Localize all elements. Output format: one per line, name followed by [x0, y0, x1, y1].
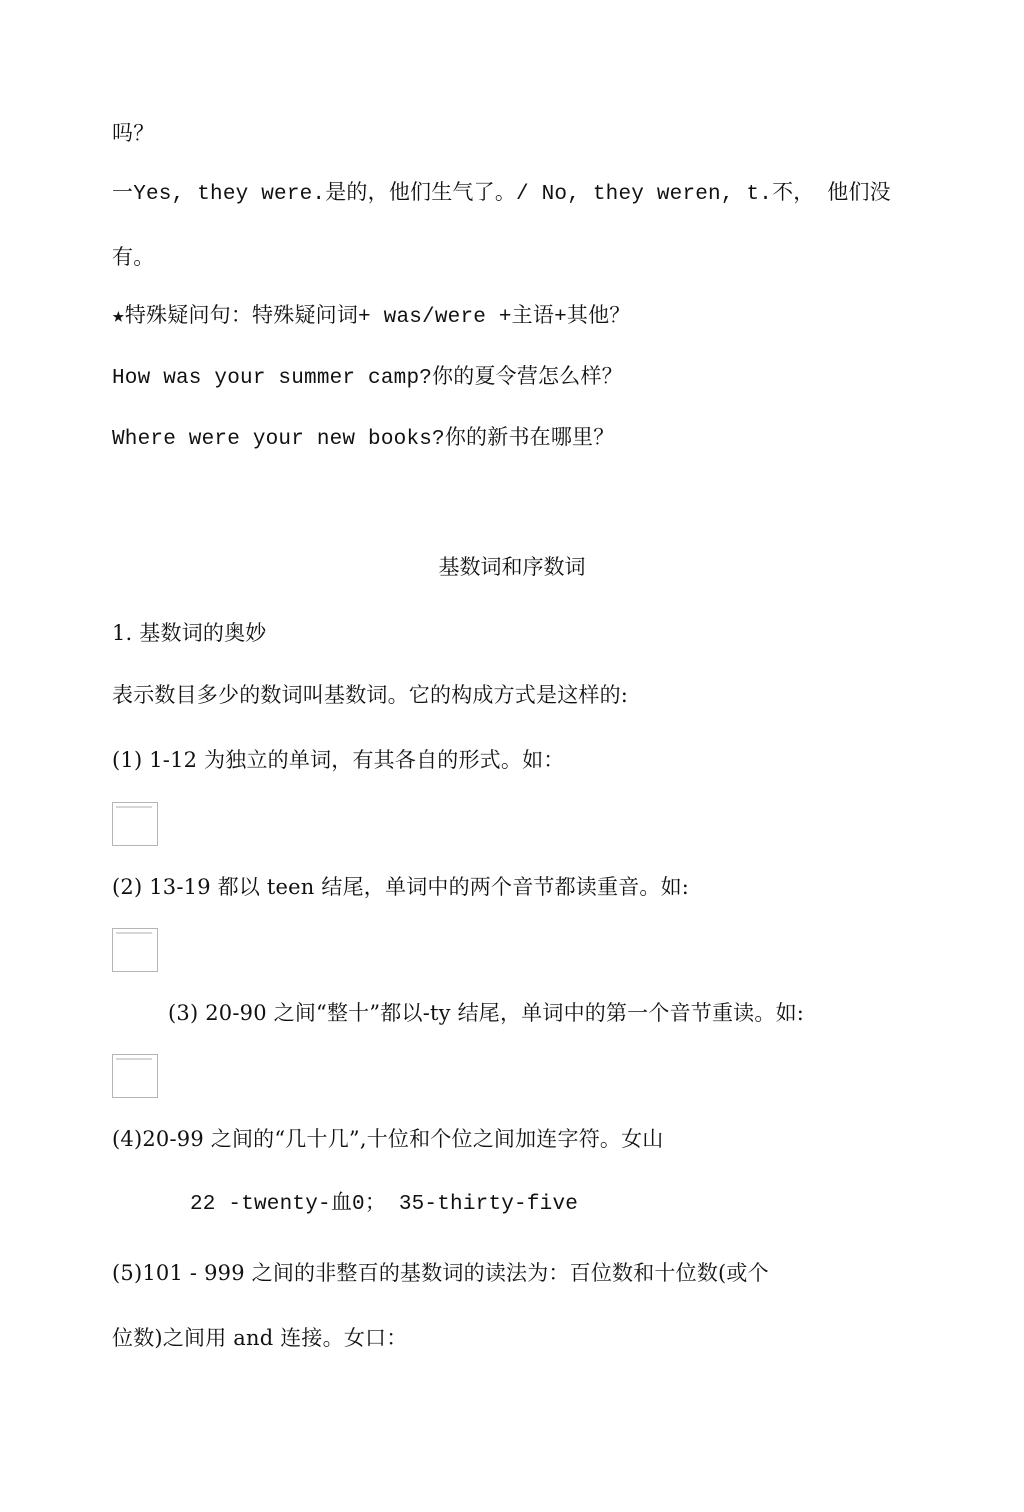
image-placeholder-1 — [112, 802, 158, 846]
list-item-1: (1) 1-12 为独立的单词，有其各自的形式。如： — [112, 748, 565, 772]
section-title: 基数词和序数词 — [438, 555, 586, 579]
text-line-2: 一Yes, they were.是的，他们生气了。/ No, they weren, t.不， 他们没 — [112, 183, 891, 206]
list-item-4-example: 22 -twenty-血0； 35-thirty-five — [190, 1193, 579, 1216]
text-line-example-2: Where were your new books?你的新书在哪里？ — [112, 428, 615, 451]
image-placeholder-3 — [112, 1054, 158, 1098]
list-item-3: (3) 20-90 之间“整十”都以-ty 结尾，单词中的第一个音节重读。如: — [168, 1001, 805, 1025]
list-item-5-line-1: (5)101 - 999 之间的非整百的基数词的读法为：百位数和十位数(或个 — [112, 1261, 769, 1285]
intro-paragraph: 表示数目多少的数词叫基数词。它的构成方式是这样的: — [112, 683, 629, 707]
text-line-special-question: ★特殊疑问句：特殊疑问词+ was/were +主语+其他？ — [112, 306, 631, 329]
list-item-5-line-2: 位数)之间用 and 连接。女口： — [112, 1326, 408, 1350]
text-line-example-1: How was your summer camp?你的夏令营怎么样？ — [112, 367, 623, 390]
text-line-1: 吗？ — [112, 121, 155, 145]
list-item-4: (4)20-99 之间的“几十几”,十位和个位之间加连字符。女山 — [112, 1127, 664, 1151]
list-item-2: (2) 13-19 都以 teen 结尾，单词中的两个音节都读重音。如: — [112, 875, 690, 899]
subsection-title: 1. 基数词的奥妙 — [112, 621, 267, 645]
image-placeholder-2 — [112, 928, 158, 972]
text-line-3: 有。 — [112, 245, 155, 269]
